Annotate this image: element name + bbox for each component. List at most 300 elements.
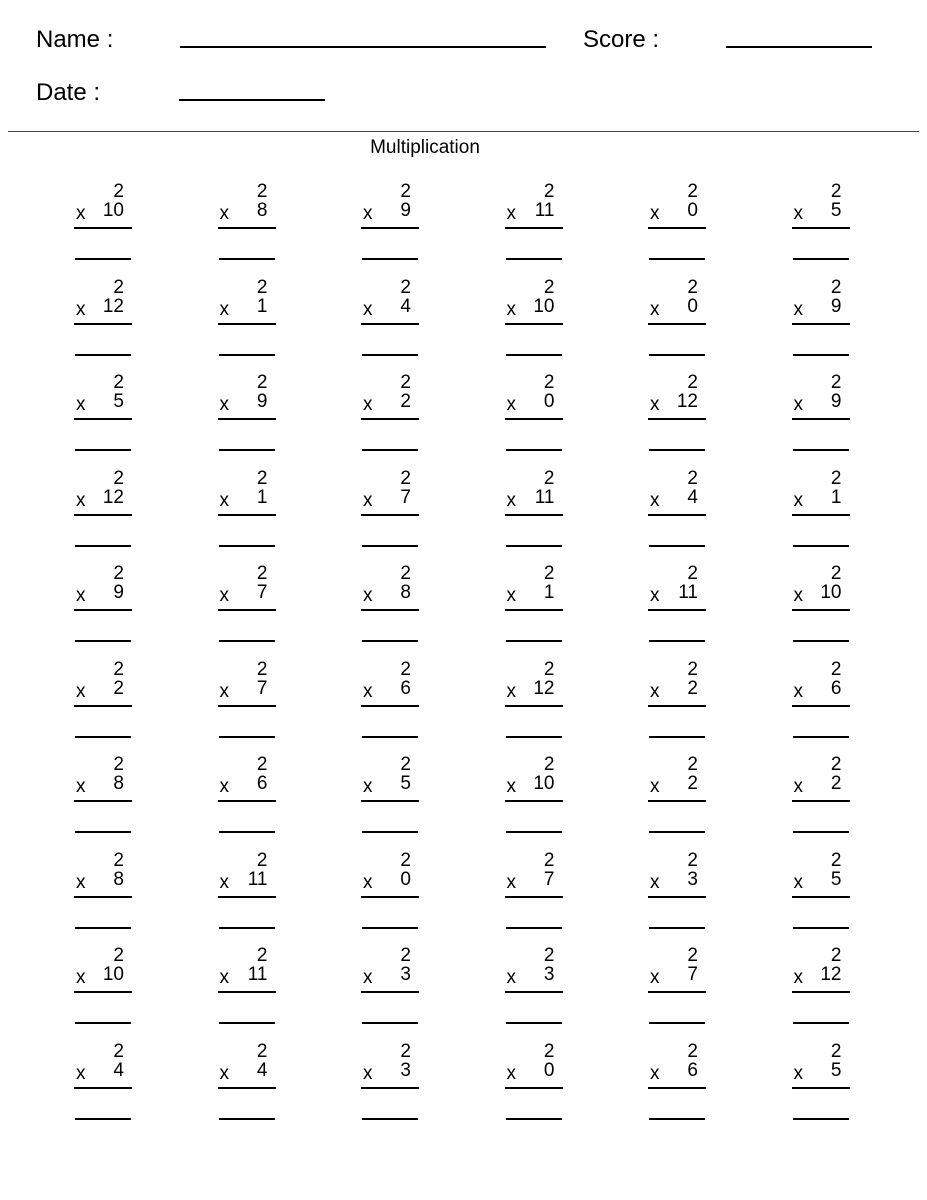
times-sign: x — [363, 967, 373, 988]
multiplier: 4 — [113, 1059, 124, 1081]
date-field-line[interactable] — [179, 99, 325, 101]
multiplier: 0 — [543, 1059, 555, 1081]
times-sign: x — [793, 394, 803, 415]
problem-6-2 — [218, 658, 276, 742]
multiplier: 7 — [400, 486, 411, 508]
multiplier: 7 — [256, 582, 268, 603]
multiplier: 2 — [400, 391, 411, 412]
answer-line[interactable] — [362, 927, 418, 929]
times-sign: x — [363, 203, 373, 224]
answer-line[interactable] — [362, 831, 418, 833]
multiplicand: 2 — [830, 658, 842, 680]
multiplicand: 2 — [543, 467, 555, 489]
times-sign: x — [219, 489, 229, 511]
problem-7-6 — [792, 753, 850, 837]
times-sign: x — [76, 585, 86, 606]
answer-line[interactable] — [793, 831, 849, 833]
times-sign: x — [76, 967, 86, 988]
problem-rule — [648, 991, 706, 993]
multiplicand: 2 — [113, 372, 124, 393]
multiplicand: 2 — [830, 467, 842, 489]
problem-3-6 — [792, 371, 850, 455]
multiplicand: 2 — [400, 658, 411, 680]
answer-line[interactable] — [219, 640, 275, 642]
answer-line[interactable] — [75, 831, 131, 833]
answer-line[interactable] — [75, 1022, 131, 1024]
times-sign: x — [793, 776, 803, 797]
times-sign: x — [363, 776, 373, 797]
multiplier: 5 — [830, 1059, 842, 1081]
problem-5-1 — [74, 562, 132, 646]
problem-1-6 — [792, 180, 850, 264]
answer-line[interactable] — [793, 449, 849, 451]
problem-8-2 — [218, 849, 276, 933]
problem-rule — [361, 514, 419, 516]
multiplier: 8 — [400, 582, 411, 603]
multiplicand: 2 — [400, 754, 411, 775]
answer-line[interactable] — [75, 736, 131, 738]
answer-line[interactable] — [649, 640, 705, 642]
multiplier: 3 — [400, 964, 411, 985]
multiplicand: 2 — [256, 181, 268, 202]
multiplier: 10 — [102, 200, 124, 221]
times-sign: x — [506, 871, 516, 893]
multiplicand: 2 — [543, 276, 555, 298]
problem-rule — [361, 418, 419, 420]
problem-rule — [74, 705, 132, 707]
multiplicand: 2 — [687, 181, 698, 202]
multiplier: 6 — [687, 1059, 698, 1081]
problem-rule — [792, 896, 850, 898]
problem-rule — [505, 227, 563, 229]
multiplicand: 2 — [256, 945, 268, 966]
problem-2-1 — [74, 276, 132, 360]
multiplier: 9 — [830, 295, 842, 317]
problem-3-4 — [505, 371, 563, 455]
problem-10-5 — [648, 1040, 706, 1124]
times-sign: x — [363, 585, 373, 606]
multiplicand: 2 — [543, 849, 555, 871]
multiplicand: 2 — [543, 945, 555, 966]
problem-3-5 — [648, 371, 706, 455]
multiplicand: 2 — [400, 372, 411, 393]
multiplicand: 2 — [113, 181, 124, 202]
answer-line[interactable] — [75, 258, 131, 260]
problem-4-3 — [361, 467, 419, 551]
problem-rule — [218, 800, 276, 802]
answer-line[interactable] — [362, 354, 418, 356]
multiplicand: 2 — [830, 372, 842, 393]
answer-line[interactable] — [793, 1022, 849, 1024]
problem-5-5 — [648, 562, 706, 646]
answer-line[interactable] — [506, 354, 562, 356]
multiplier: 12 — [102, 295, 124, 317]
problem-9-6 — [792, 944, 850, 1028]
multiplicand: 2 — [543, 658, 555, 680]
worksheet-title: Multiplication — [370, 137, 480, 158]
answer-line[interactable] — [75, 927, 131, 929]
times-sign: x — [363, 871, 373, 893]
problem-10-6 — [792, 1040, 850, 1124]
problem-1-2 — [218, 180, 276, 264]
problem-5-2 — [218, 562, 276, 646]
problem-rule — [505, 800, 563, 802]
answer-line[interactable] — [649, 736, 705, 738]
answer-line[interactable] — [219, 1118, 275, 1120]
multiplier: 6 — [256, 773, 268, 794]
multiplicand: 2 — [687, 276, 698, 298]
problem-rule — [792, 418, 850, 420]
times-sign: x — [506, 1062, 516, 1084]
problem-8-4 — [505, 849, 563, 933]
answer-line[interactable] — [75, 1118, 131, 1120]
problem-rule — [648, 800, 706, 802]
answer-line[interactable] — [793, 640, 849, 642]
times-sign: x — [506, 680, 516, 702]
answer-line[interactable] — [75, 354, 131, 356]
times-sign: x — [650, 871, 660, 893]
problem-rule — [792, 227, 850, 229]
multiplicand: 2 — [400, 849, 411, 871]
answer-line[interactable] — [219, 831, 275, 833]
problem-rule — [505, 323, 563, 325]
answer-line[interactable] — [793, 545, 849, 547]
multiplier: 1 — [256, 295, 268, 317]
problem-rule — [792, 514, 850, 516]
multiplicand: 2 — [256, 563, 268, 584]
times-sign: x — [793, 871, 803, 893]
problem-rule — [74, 991, 132, 993]
problem-1-5 — [648, 180, 706, 264]
multiplicand: 2 — [687, 1040, 698, 1062]
problem-10-3 — [361, 1040, 419, 1124]
multiplicand: 2 — [830, 945, 842, 966]
problem-1-1 — [74, 180, 132, 264]
answer-line[interactable] — [219, 1022, 275, 1024]
problem-2-5 — [648, 276, 706, 360]
times-sign: x — [793, 1062, 803, 1084]
problem-rule — [648, 227, 706, 229]
problem-rule — [792, 800, 850, 802]
answer-line[interactable] — [75, 449, 131, 451]
answer-line[interactable] — [649, 258, 705, 260]
answer-line[interactable] — [362, 736, 418, 738]
multiplicand: 2 — [830, 754, 842, 775]
multiplicand: 2 — [543, 372, 555, 393]
times-sign: x — [76, 680, 86, 702]
multiplicand: 2 — [687, 658, 698, 680]
times-sign: x — [219, 203, 229, 224]
multiplicand: 2 — [687, 372, 698, 393]
problem-rule — [74, 418, 132, 420]
answer-line[interactable] — [506, 736, 562, 738]
problem-7-1 — [74, 753, 132, 837]
multiplier: 2 — [113, 677, 124, 699]
name-label: Name : — [36, 26, 114, 53]
multiplicand: 2 — [400, 276, 411, 298]
answer-line[interactable] — [649, 1022, 705, 1024]
problem-rule — [218, 227, 276, 229]
times-sign: x — [793, 489, 803, 511]
multiplier: 11 — [247, 868, 268, 890]
problem-10-1 — [74, 1040, 132, 1124]
multiplier: 2 — [687, 677, 698, 699]
problem-rule — [218, 1087, 276, 1089]
times-sign: x — [506, 203, 516, 224]
problem-rule — [218, 323, 276, 325]
problem-rule — [74, 323, 132, 325]
problem-rule — [218, 896, 276, 898]
times-sign: x — [506, 394, 516, 415]
problem-rule — [648, 1087, 706, 1089]
multiplier: 12 — [102, 486, 124, 508]
multiplier: 11 — [247, 964, 268, 985]
problem-rule — [361, 1087, 419, 1089]
problem-rule — [74, 227, 132, 229]
problem-4-5 — [648, 467, 706, 551]
multiplicand: 2 — [830, 276, 842, 298]
problem-rule — [505, 514, 563, 516]
times-sign: x — [650, 967, 660, 988]
multiplier: 6 — [400, 677, 411, 699]
problem-2-3 — [361, 276, 419, 360]
times-sign: x — [506, 489, 516, 511]
times-sign: x — [650, 298, 660, 320]
problem-rule — [361, 991, 419, 993]
problem-7-2 — [218, 753, 276, 837]
multiplier: 1 — [256, 486, 268, 508]
multiplicand: 2 — [687, 945, 698, 966]
problem-9-5 — [648, 944, 706, 1028]
problem-9-1 — [74, 944, 132, 1028]
answer-line[interactable] — [649, 1118, 705, 1120]
times-sign: x — [650, 489, 660, 511]
answer-line[interactable] — [362, 545, 418, 547]
problem-3-3 — [361, 371, 419, 455]
problem-rule — [792, 991, 850, 993]
problem-9-2 — [218, 944, 276, 1028]
multiplicand: 2 — [256, 658, 268, 680]
multiplicand: 2 — [113, 754, 124, 775]
problem-rule — [218, 418, 276, 420]
times-sign: x — [506, 585, 516, 606]
multiplicand: 2 — [256, 754, 268, 775]
problem-rule — [361, 323, 419, 325]
multiplier: 0 — [543, 391, 555, 412]
multiplicand: 2 — [256, 849, 268, 871]
multiplicand: 2 — [113, 658, 124, 680]
multiplicand: 2 — [113, 563, 124, 584]
times-sign: x — [793, 585, 803, 606]
problem-rule — [792, 323, 850, 325]
answer-line[interactable] — [793, 258, 849, 260]
problem-rule — [505, 1087, 563, 1089]
answer-line[interactable] — [219, 354, 275, 356]
problem-rule — [648, 609, 706, 611]
multiplicand: 2 — [687, 467, 698, 489]
multiplier: 7 — [543, 868, 555, 890]
times-sign: x — [650, 680, 660, 702]
times-sign: x — [76, 776, 86, 797]
answer-line[interactable] — [506, 449, 562, 451]
multiplier: 6 — [830, 677, 842, 699]
multiplier: 10 — [533, 295, 555, 317]
multiplier: 0 — [687, 200, 698, 221]
times-sign: x — [650, 1062, 660, 1084]
multiplicand: 2 — [400, 1040, 411, 1062]
problem-rule — [792, 609, 850, 611]
multiplicand: 2 — [113, 276, 124, 298]
answer-line[interactable] — [649, 545, 705, 547]
answer-line[interactable] — [793, 736, 849, 738]
times-sign: x — [506, 298, 516, 320]
multiplicand: 2 — [400, 181, 411, 202]
problem-1-4 — [505, 180, 563, 264]
problem-rule — [505, 705, 563, 707]
answer-line[interactable] — [219, 545, 275, 547]
problem-rule — [218, 705, 276, 707]
problem-8-3 — [361, 849, 419, 933]
multiplier: 11 — [678, 582, 698, 603]
problem-rule — [74, 609, 132, 611]
times-sign: x — [363, 394, 373, 415]
problem-rule — [74, 514, 132, 516]
times-sign: x — [650, 394, 660, 415]
multiplier: 3 — [687, 868, 698, 890]
problem-rule — [361, 896, 419, 898]
answer-line[interactable] — [649, 354, 705, 356]
problem-rule — [361, 800, 419, 802]
times-sign: x — [76, 489, 86, 511]
multiplicand: 2 — [687, 563, 698, 584]
name-field-line[interactable] — [180, 46, 546, 48]
multiplicand: 2 — [687, 849, 698, 871]
multiplicand: 2 — [543, 181, 555, 202]
multiplier: 2 — [687, 773, 698, 794]
problem-2-6 — [792, 276, 850, 360]
problem-rule — [648, 418, 706, 420]
answer-line[interactable] — [362, 640, 418, 642]
answer-line[interactable] — [506, 831, 562, 833]
multiplier: 12 — [676, 391, 698, 412]
multiplier: 5 — [830, 200, 842, 221]
problem-10-2 — [218, 1040, 276, 1124]
answer-line[interactable] — [362, 1118, 418, 1120]
multiplier: 4 — [687, 486, 698, 508]
answer-line[interactable] — [506, 640, 562, 642]
times-sign: x — [219, 871, 229, 893]
problem-rule — [361, 705, 419, 707]
answer-line[interactable] — [506, 1118, 562, 1120]
answer-line[interactable] — [506, 1022, 562, 1024]
problem-6-4 — [505, 658, 563, 742]
answer-line[interactable] — [219, 449, 275, 451]
answer-line[interactable] — [219, 736, 275, 738]
multiplicand: 2 — [543, 563, 555, 584]
answer-line[interactable] — [362, 258, 418, 260]
answer-line[interactable] — [649, 449, 705, 451]
multiplier: 5 — [830, 868, 842, 890]
problem-6-1 — [74, 658, 132, 742]
problem-4-2 — [218, 467, 276, 551]
problem-9-3 — [361, 944, 419, 1028]
problem-rule — [648, 514, 706, 516]
times-sign: x — [363, 298, 373, 320]
multiplicand: 2 — [256, 1040, 268, 1062]
multiplier: 12 — [533, 677, 555, 699]
score-label: Score : — [583, 26, 660, 53]
answer-line[interactable] — [793, 1118, 849, 1120]
multiplier: 9 — [830, 391, 842, 412]
multiplicand: 2 — [830, 849, 842, 871]
times-sign: x — [76, 1062, 86, 1084]
problem-rule — [74, 896, 132, 898]
problem-rule — [505, 609, 563, 611]
problem-rule — [792, 705, 850, 707]
problem-7-3 — [361, 753, 419, 837]
times-sign: x — [76, 298, 86, 320]
answer-line[interactable] — [793, 927, 849, 929]
answer-line[interactable] — [793, 354, 849, 356]
answer-line[interactable] — [506, 258, 562, 260]
times-sign: x — [76, 203, 86, 224]
multiplier: 3 — [543, 964, 555, 985]
multiplier: 10 — [102, 964, 124, 985]
problem-6-3 — [361, 658, 419, 742]
times-sign: x — [219, 680, 229, 702]
answer-line[interactable] — [219, 258, 275, 260]
times-sign: x — [650, 776, 660, 797]
multiplicand: 2 — [256, 467, 268, 489]
times-sign: x — [219, 585, 229, 606]
answer-line[interactable] — [362, 449, 418, 451]
times-sign: x — [363, 1062, 373, 1084]
answer-line[interactable] — [506, 545, 562, 547]
times-sign: x — [793, 967, 803, 988]
answer-line[interactable] — [75, 545, 131, 547]
multiplier: 12 — [820, 964, 842, 985]
problem-6-5 — [648, 658, 706, 742]
multiplicand: 2 — [256, 372, 268, 393]
problem-8-5 — [648, 849, 706, 933]
problem-3-1 — [74, 371, 132, 455]
multiplier: 0 — [687, 295, 698, 317]
multiplicand: 2 — [113, 467, 124, 489]
problem-rule — [648, 705, 706, 707]
multiplier: 7 — [687, 964, 698, 985]
answer-line[interactable] — [75, 640, 131, 642]
times-sign: x — [76, 871, 86, 893]
multiplier: 5 — [113, 391, 124, 412]
problem-4-4 — [505, 467, 563, 551]
answer-line[interactable] — [219, 927, 275, 929]
answer-line[interactable] — [649, 831, 705, 833]
answer-line[interactable] — [649, 927, 705, 929]
answer-line[interactable] — [506, 927, 562, 929]
times-sign: x — [219, 298, 229, 320]
score-field-line[interactable] — [726, 46, 872, 48]
problem-2-4 — [505, 276, 563, 360]
multiplier: 10 — [533, 773, 555, 794]
times-sign: x — [650, 203, 660, 224]
multiplier: 1 — [830, 486, 842, 508]
problem-1-3 — [361, 180, 419, 264]
times-sign: x — [793, 298, 803, 320]
date-label: Date : — [36, 79, 101, 106]
multiplicand: 2 — [113, 945, 124, 966]
multiplicand: 2 — [400, 563, 411, 584]
answer-line[interactable] — [362, 1022, 418, 1024]
